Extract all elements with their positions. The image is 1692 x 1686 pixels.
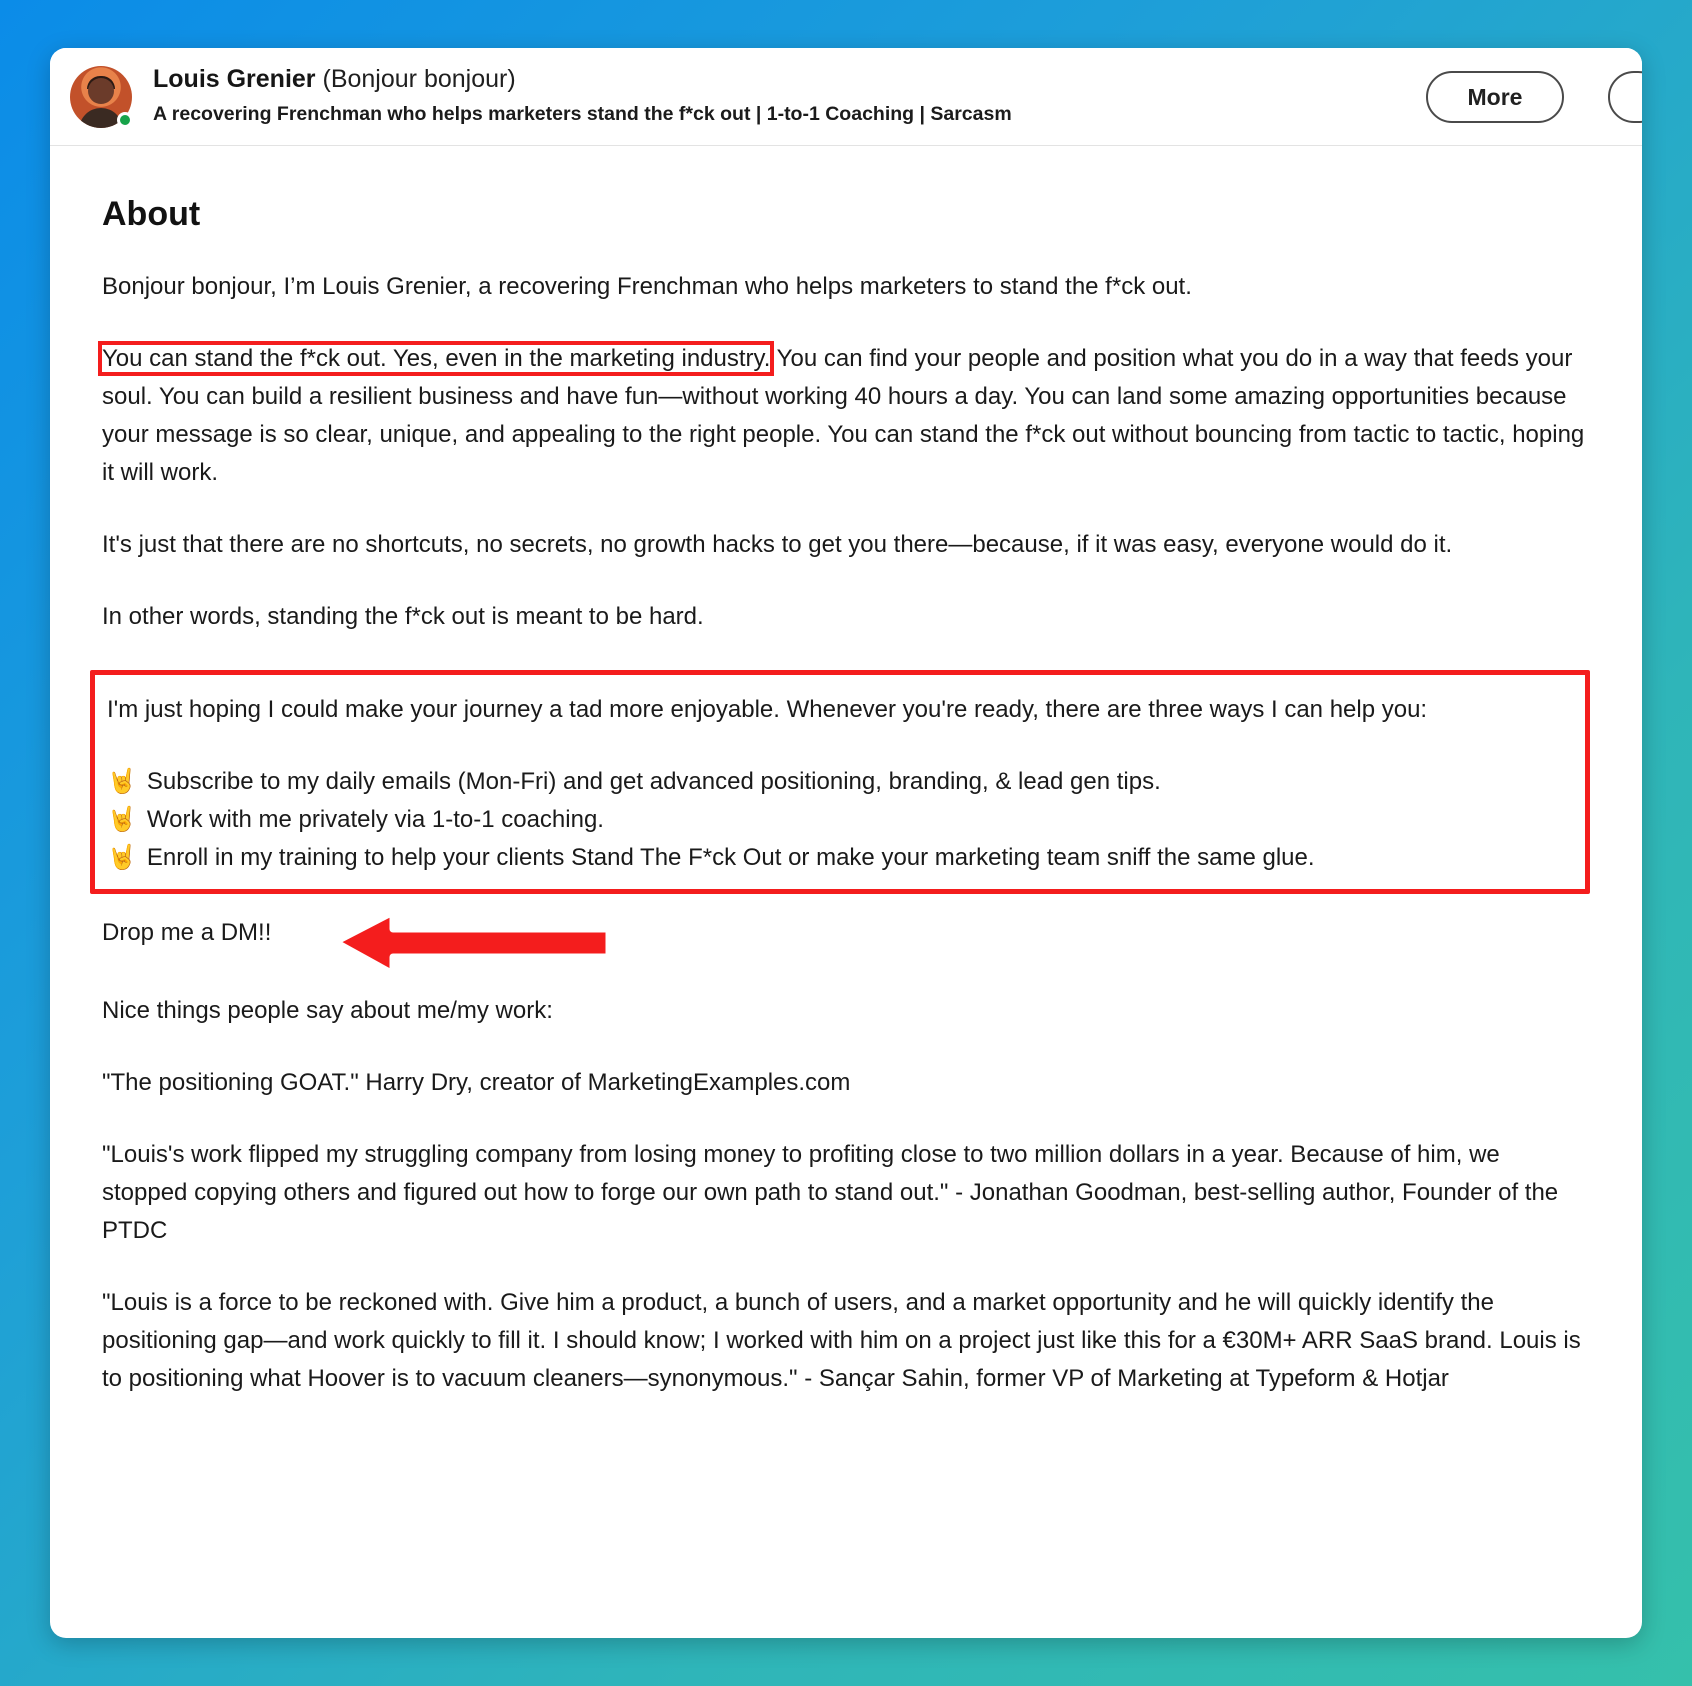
profile-tagline: A recovering Frenchman who helps marketers stand the f*ck out | 1-to-1 Coaching | Sarcasm	[153, 103, 1012, 125]
horns-emoji-icon: 🤘	[107, 844, 137, 871]
online-status-indicator	[117, 112, 133, 128]
avatar-face	[88, 78, 114, 104]
red-arrow-annotation-icon	[317, 908, 617, 980]
about-intro-paragraph: Bonjour bonjour, I’m Louis Grenier, a recovering Frenchman who helps marketers to stand the f*ck out.	[102, 273, 1192, 300]
list-item-label: Subscribe to my daily emails (Mon-Fri) and get advanced positioning, branding, & lead gen tips.	[146, 768, 1161, 795]
profile-header-bar	[50, 48, 1642, 146]
profile-identity	[153, 62, 1382, 128]
dm-line: Drop me a DM!!	[102, 919, 272, 946]
avatar[interactable]	[70, 66, 132, 128]
list-item	[107, 839, 1571, 877]
testimonial-intro: Nice things people say about me/my work:	[102, 997, 553, 1024]
list-item	[107, 763, 1571, 801]
profile-name: Louis Grenier	[153, 65, 316, 93]
horns-emoji-icon: 🤘	[107, 806, 137, 833]
secondary-action-button-partial[interactable]	[1608, 71, 1642, 123]
about-paragraph-3: It's just that there are no shortcuts, no secrets, no growth hacks to get you there—because, if it was easy, everyone would do it.	[102, 531, 1453, 558]
list-item-label: Enroll in my training to help your clients Stand The F*ck Out or make your marketing team sniff the same glue.	[146, 844, 1315, 871]
profile-card	[50, 48, 1642, 1638]
offer-intro-paragraph: I'm just hoping I could make your journey a tad more enjoyable. Whenever you're ready, there are three ways I can help you:	[107, 696, 1428, 723]
list-item-label: Work with me privately via 1-to-1 coaching.	[146, 806, 604, 833]
offer-bullet-list	[107, 763, 1571, 877]
scrollbar[interactable]	[1634, 152, 1640, 1630]
about-paragraph-2-rest: You can find your people and position what you do in a way that feeds your soul. You can build a resilient business and have fun—without working 40 hours a day. You can land some amazing opportunities because your message is so clear, unique, and appealing to the right people. You can stand the f*ck out without bouncing from tactic to tactic, hoping it will work.	[102, 345, 1585, 486]
profile-handle: (Bonjour bonjour)	[322, 65, 516, 93]
testimonial-1: "The positioning GOAT." Harry Dry, creator of MarketingExamples.com	[102, 1069, 851, 1096]
highlighted-offer-block	[90, 670, 1590, 894]
testimonial-3: "Louis is a force to be reckoned with. Give him a product, a bunch of users, and a market opportunity and he will quickly identify the positioning gap—and work quickly to fill it. I should know; I worked with him on a project just like this for a €30M+ ARR SaaS brand. Louis is to positioning what Hoover is to vacuum cleaners—synonymous." - Sançar Sahin, former VP of Marketing at Typeform & Hotjar	[102, 1289, 1581, 1392]
list-item	[107, 801, 1571, 839]
testimonial-2: "Louis's work flipped my struggling company from losing money to profiting close to two million dollars in a year. Because of him, we stopped copying others and figured out how to forge our own path to stand out." - Jonathan Goodman, best-selling author, Founder of the PTDC	[102, 1141, 1559, 1244]
highlighted-sentence: You can stand the f*ck out. Yes, even in the marketing industry.	[102, 345, 771, 372]
horns-emoji-icon: 🤘	[107, 768, 137, 795]
dm-callout-row	[102, 914, 1590, 966]
profile-name-line	[153, 62, 1382, 96]
about-section	[50, 146, 1642, 1398]
page-title: About	[102, 195, 201, 233]
about-paragraph-2	[102, 340, 1590, 492]
more-button[interactable]: More	[1426, 71, 1564, 123]
about-paragraph-4: In other words, standing the f*ck out is meant to be hard.	[102, 603, 704, 630]
